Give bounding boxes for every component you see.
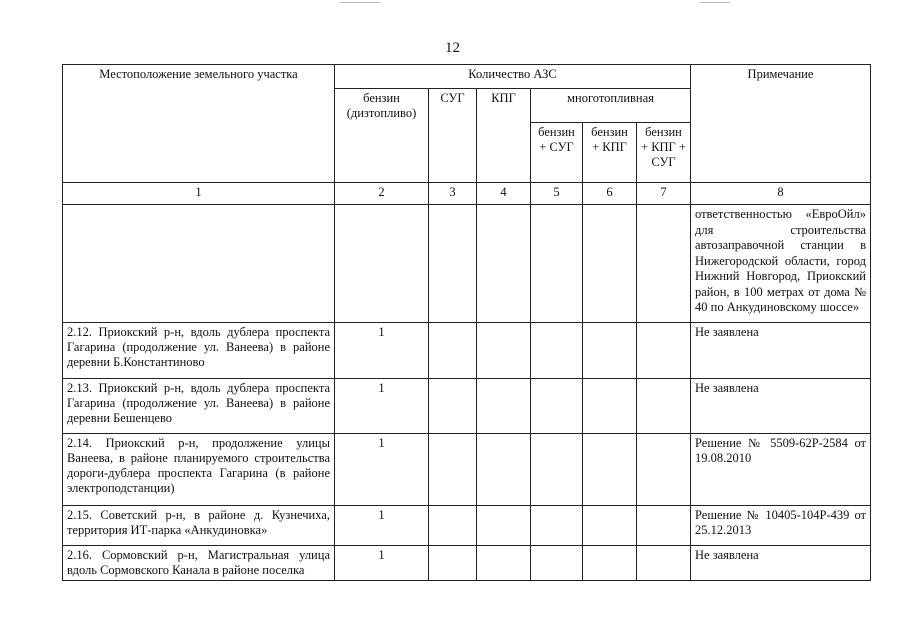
mf-sug-count-cell bbox=[531, 506, 583, 546]
mf-kpg-sug-count-cell bbox=[637, 546, 691, 581]
mf-sug-count-cell bbox=[531, 546, 583, 581]
mf-kpg-sug-count-cell bbox=[637, 434, 691, 506]
header-mf-kpg: бензин + КПГ bbox=[583, 123, 637, 183]
header-count: Количество АЗС bbox=[335, 65, 691, 89]
kpg-count-cell bbox=[477, 379, 531, 434]
note-cell: Решение № 5509-62Р-2584 от 19.08.2010 bbox=[691, 434, 871, 506]
location-cell: 2.13. Приокский р-н, вдоль дублера проспекта Гагарина (продолжение ул. Ванеева) в районе деревни Бешенцево bbox=[63, 379, 335, 434]
location-cell: 2.15. Советский р-н, в районе д. Кузнечиха, территория ИТ-парка «Анкудиновка» bbox=[63, 506, 335, 546]
mf-sug-count-cell bbox=[531, 379, 583, 434]
sug-count-cell bbox=[429, 546, 477, 581]
column-number: 7 bbox=[637, 183, 691, 205]
empty-cell bbox=[637, 205, 691, 323]
column-number: 8 bbox=[691, 183, 871, 205]
petrol-count-cell: 1 bbox=[335, 546, 429, 581]
table-row-continuation bbox=[63, 205, 871, 323]
mf-kpg-sug-count-cell bbox=[637, 323, 691, 379]
page-number: 12 bbox=[445, 40, 460, 56]
empty-cell bbox=[335, 205, 429, 323]
petrol-count-cell: 1 bbox=[335, 434, 429, 506]
table-row bbox=[63, 323, 871, 379]
location-cell: 2.14. Приокский р-н, продолжение улицы Ванеева, в районе планируемого строительства дороги-дублера проспекта Гагарина (в районе электроподстанции) bbox=[63, 434, 335, 506]
scan-artifact-top-left bbox=[340, 2, 380, 3]
header-kpg: КПГ bbox=[477, 89, 531, 183]
mf-kpg-sug-count-cell bbox=[637, 379, 691, 434]
kpg-count-cell bbox=[477, 323, 531, 379]
header-location: Местоположение земельного участка bbox=[63, 65, 335, 183]
empty-cell bbox=[583, 205, 637, 323]
column-number: 6 bbox=[583, 183, 637, 205]
empty-cell bbox=[477, 205, 531, 323]
mf-kpg-count-cell bbox=[583, 323, 637, 379]
azs-table bbox=[62, 64, 871, 581]
note-cell: Не заявлена bbox=[691, 546, 871, 581]
mf-kpg-count-cell bbox=[583, 506, 637, 546]
mf-kpg-sug-count-cell bbox=[637, 506, 691, 546]
empty-cell bbox=[429, 205, 477, 323]
continuation-note: ответственностью «ЕвроОйл» для строительства автозаправочной станции в Нижегородской области, город Нижний Новгород, Приокский район, в 100 метрах от дома № 40 по Анкудиновскому шоссе» bbox=[691, 205, 871, 323]
empty-cell bbox=[531, 205, 583, 323]
header-note: Примечание bbox=[691, 65, 871, 183]
note-cell: Не заявлена bbox=[691, 323, 871, 379]
header-mf-sug: бензин + СУГ bbox=[531, 123, 583, 183]
table-row bbox=[63, 379, 871, 434]
column-number-row bbox=[63, 183, 871, 205]
sug-count-cell bbox=[429, 323, 477, 379]
column-number: 5 bbox=[531, 183, 583, 205]
mf-kpg-count-cell bbox=[583, 434, 637, 506]
table-row bbox=[63, 546, 871, 581]
header-multifuel: многотопливная bbox=[531, 89, 691, 123]
column-number: 3 bbox=[429, 183, 477, 205]
note-cell: Решение № 10405-104Р-439 от 25.12.2013 bbox=[691, 506, 871, 546]
column-number: 2 bbox=[335, 183, 429, 205]
header-petrol: бензин (дизтопливо) bbox=[335, 89, 429, 183]
header-mf-kpg-sug: бензин + КПГ + СУГ bbox=[637, 123, 691, 183]
column-number: 1 bbox=[63, 183, 335, 205]
location-cell: 2.16. Сормовский р-н, Магистральная улица вдоль Сормовского Канала в районе поселка bbox=[63, 546, 335, 581]
petrol-count-cell: 1 bbox=[335, 323, 429, 379]
table-row bbox=[63, 506, 871, 546]
header-sug: СУГ bbox=[429, 89, 477, 183]
location-cell: 2.12. Приокский р-н, вдоль дублера проспекта Гагарина (продолжение ул. Ванеева) в районе деревни Б.Константиново bbox=[63, 323, 335, 379]
kpg-count-cell bbox=[477, 546, 531, 581]
sug-count-cell bbox=[429, 379, 477, 434]
note-cell: Не заявлена bbox=[691, 379, 871, 434]
scan-artifact-top-right bbox=[700, 2, 730, 3]
sug-count-cell bbox=[429, 434, 477, 506]
column-number: 4 bbox=[477, 183, 531, 205]
empty-cell bbox=[63, 205, 335, 323]
kpg-count-cell bbox=[477, 434, 531, 506]
petrol-count-cell: 1 bbox=[335, 506, 429, 546]
mf-sug-count-cell bbox=[531, 434, 583, 506]
mf-kpg-count-cell bbox=[583, 546, 637, 581]
sug-count-cell bbox=[429, 506, 477, 546]
table-row bbox=[63, 434, 871, 506]
mf-sug-count-cell bbox=[531, 323, 583, 379]
petrol-count-cell: 1 bbox=[335, 379, 429, 434]
kpg-count-cell bbox=[477, 506, 531, 546]
mf-kpg-count-cell bbox=[583, 379, 637, 434]
